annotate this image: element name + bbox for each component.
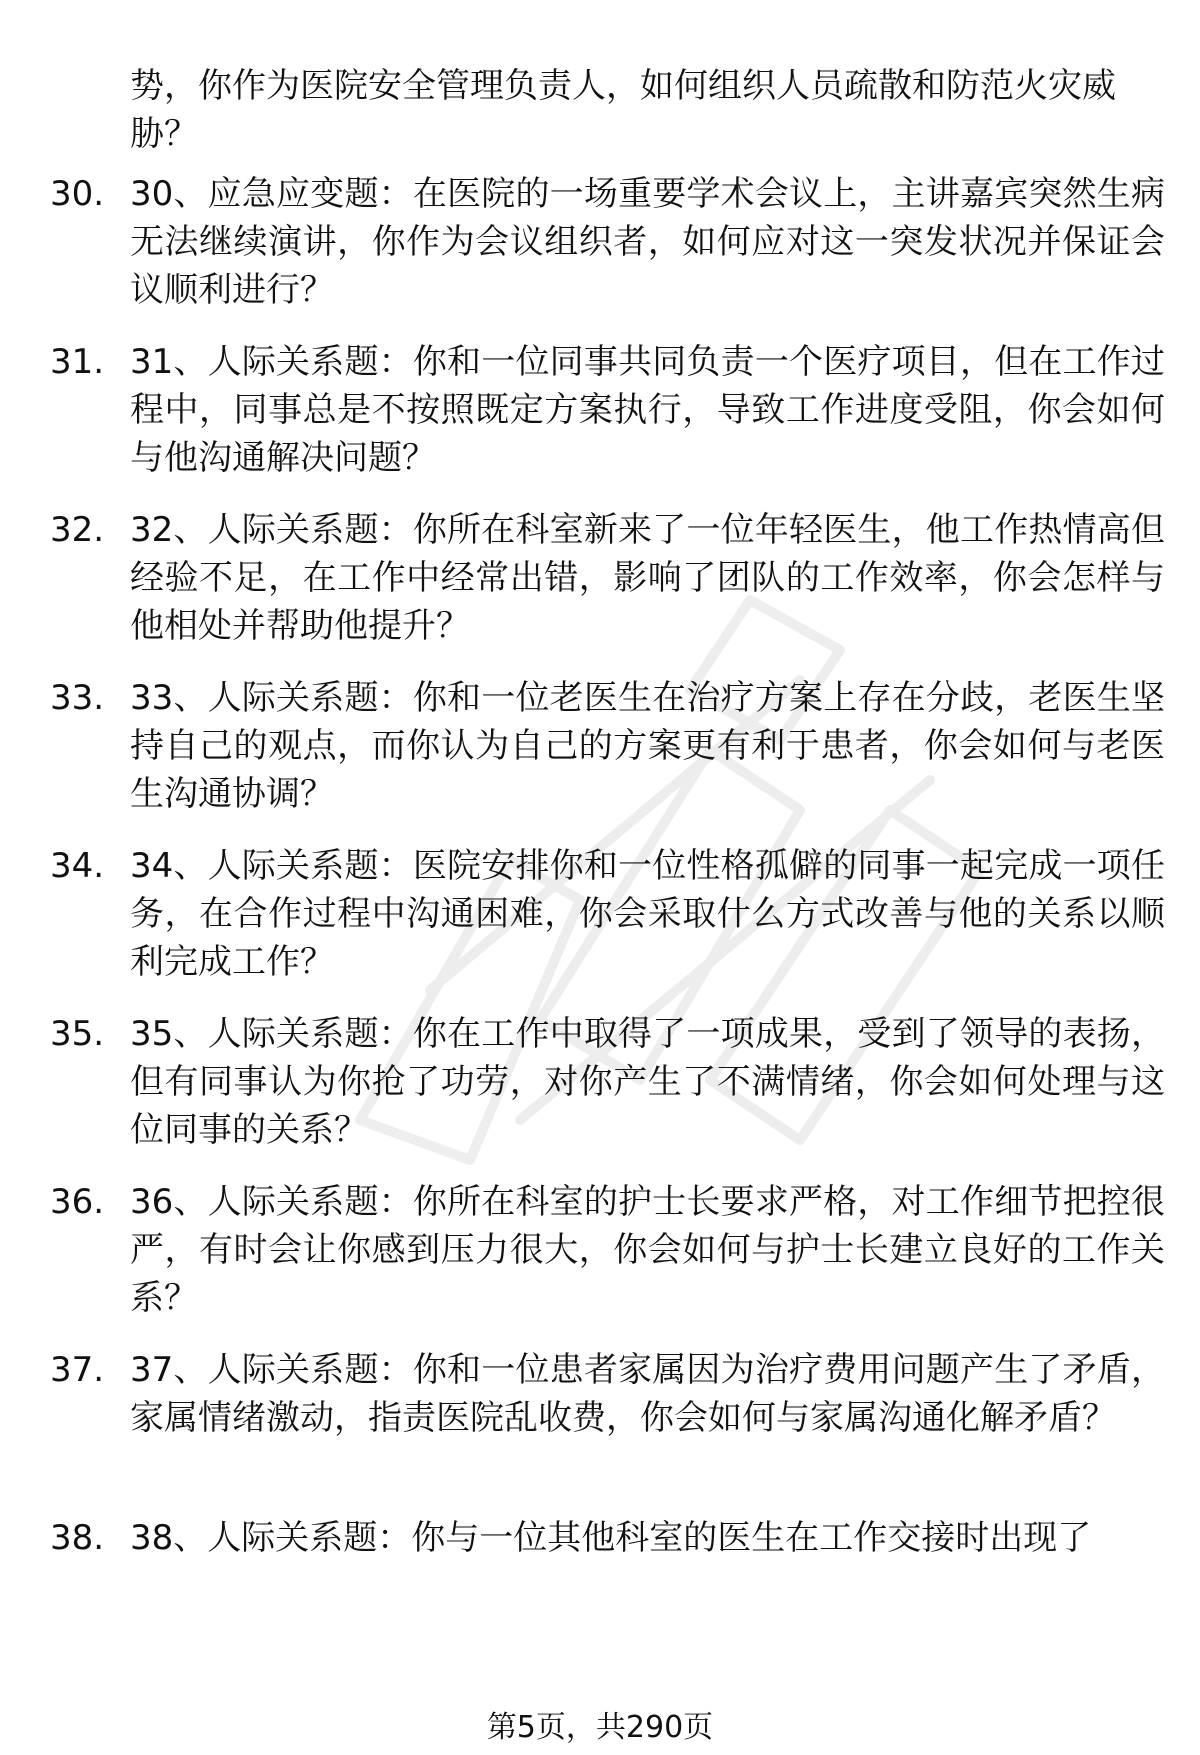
question-text: 37、人际关系题：你和一位患者家属因为治疗费用问题产生了矛盾，家属情绪激动，指责医院乱收费，你会如何与家属沟通化解矛盾？ [130, 1350, 1165, 1438]
page-footer: 第5页，共290页 [486, 1710, 714, 1745]
question-text: 38、人际关系题：你与一位其他科室的医生在工作交接时出现了 [130, 1518, 1092, 1558]
question-number: 31. [50, 342, 105, 382]
question-text: 32、人际关系题：你所在科室新来了一位年轻医生，他工作热情高但经验不足，在工作中经常出错，影响了团队的工作效率，你会怎样与他相处并帮助他提升？ [130, 510, 1165, 646]
question-number: 36. [50, 1182, 105, 1222]
question-text: 35、人际关系题：你在工作中取得了一项成果，受到了领导的表扬，但有同事认为你抢了功劳，对你产生了不满情绪，你会如何处理与这位同事的关系？ [130, 1014, 1165, 1150]
question-number: 37. [50, 1350, 105, 1390]
question-text: 33、人际关系题：你和一位老医生在治疗方案上存在分歧，老医生坚持自己的观点，而你认为自己的方案更有利于患者，你会如何与老医生沟通协调？ [130, 678, 1165, 814]
question-number: 32. [50, 510, 105, 550]
question-number: 30. [50, 174, 105, 214]
question-number: 38. [50, 1518, 105, 1558]
question-text: 36、人际关系题：你所在科室的护士长要求严格，对工作细节把控很严，有时会让你感到压力很大，你会如何与护士长建立良好的工作关系？ [130, 1182, 1165, 1318]
question-text: 31、人际关系题：你和一位同事共同负责一个医疗项目，但在工作过程中，同事总是不按照既定方案执行，导致工作进度受阻，你会如何与他沟通解决问题？ [130, 342, 1165, 478]
question-number: 34. [50, 846, 105, 886]
question-number: 33. [50, 678, 105, 718]
question-text: 34、人际关系题：医院安排你和一位性格孤僻的同事一起完成一项任务，在合作过程中沟通困难，你会采取什么方式改善与他的关系以顺利完成工作？ [130, 846, 1165, 982]
intro-text: 势，你作为医院安全管理负责人，如何组织人员疏散和防范火灾威胁？ [130, 66, 1116, 154]
question-number: 35. [50, 1014, 105, 1054]
question-text: 30、应急应变题：在医院的一场重要学术会议上，主讲嘉宾突然生病无法继续演讲，你作为会议组织者，如何应对这一突发状况并保证会议顺利进行？ [130, 174, 1165, 310]
